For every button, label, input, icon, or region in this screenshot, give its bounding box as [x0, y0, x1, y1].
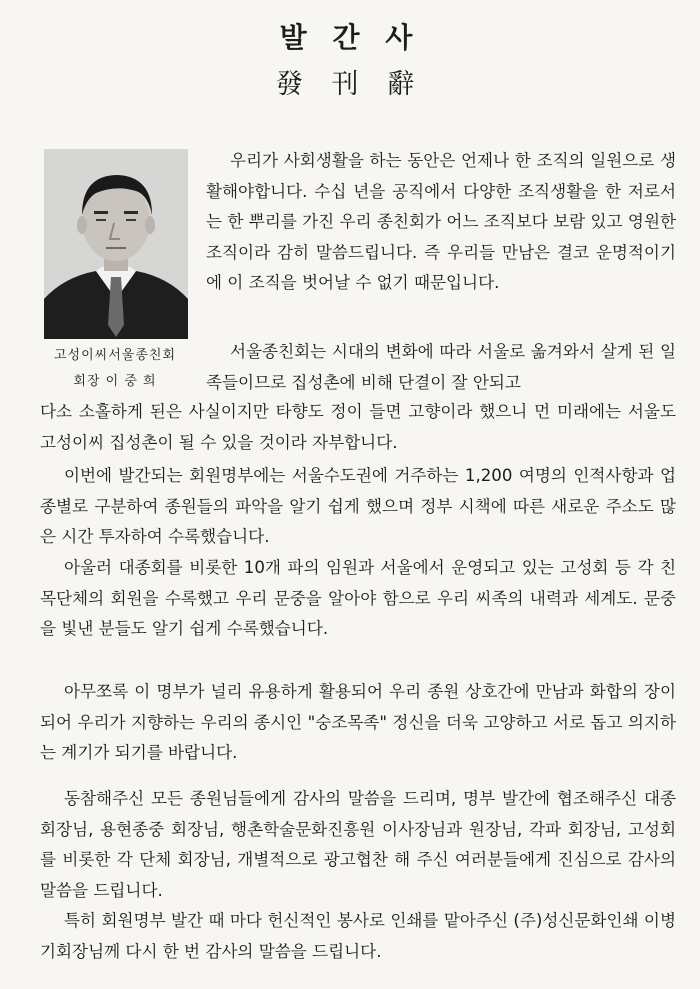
paragraph-4: 아울러 대종회를 비롯한 10개 파의 임원과 서울에서 운영되고 있는 고성회 등 각 친목단체의 회원을 수록했고 우리 문중을 알아야 함으로 우리 씨족의 내력과 세계도. 문중을 빛낸 분들도 알기 쉽게 수록했습니다.: [40, 558, 676, 638]
portrait-illustration: [44, 149, 188, 339]
portrait-caption: [38, 343, 192, 395]
paragraph-1: 우리가 사회생활을 하는 동안은 언제나 한 조직의 일원으로 생활해야합니다. 수십 년을 공직에서 다양한 조직생활을 한 저로서는 한 뿌리를 가진 우리 종친회가 어느 조직보다 보람 있고 영원한 조직이라 감히 말씀드립니다. 즉 우리들 만남은 결코 운명적이기에 이 조직을 벗어날 수 없기 때문입니다.: [206, 151, 676, 292]
paragraph-2-start: 서울종친회는 시대의 변화에 따라 서울로 옮겨와서 살게 된 일족들이므로 집성촌에 비해 단결이 잘 안되고: [206, 342, 676, 392]
paragraph-6: 동참해주신 모든 종원님들에게 감사의 말씀을 드리며, 명부 발간에 협조해주신 대종회장님, 용현종중 회장님, 행촌학술문화진흥원 이사장님과 원장님, 각파 회장님, 고성회를 비롯한 각 단체 회장님, 개별적으로 광고협찬 해 주신 여러분들에게 진심으로 감사의 말씀을 드립니다.: [40, 789, 676, 900]
portrait-photo: [44, 149, 188, 339]
portrait-block: [44, 149, 188, 395]
paragraph-7: 특히 회원명부 발간 때 마다 헌신적인 봉사로 인쇄를 맡아주신 (주)성신문화인쇄 이병기회장님께 다시 한 번 감사의 말씀을 드립니다.: [40, 911, 676, 961]
paragraph-3: 이번에 발간되는 회원명부에는 서울수도권에 거주하는 1,200 여명의 인적사항과 업종별로 구분하여 종원들의 파악을 알기 쉽게 했으며 정부 시책에 따른 새로운 주소도 많은 시간 투자하여 수록했습니다.: [40, 466, 676, 546]
paragraph-2-continued: 다소 소홀하게 된은 사실이지만 타향도 정이 들면 고향이라 했으니 먼 미래에는 서울도 고성이씨 집성촌이 될 수 있을 것이라 자부합니다.: [40, 402, 676, 452]
paragraph-5: 아무쪼록 이 명부가 널리 유용하게 활용되어 우리 종원 상호간에 만남과 화합의 장이되어 우리가 지향하는 우리의 종시인 "숭조목족" 정신을 더욱 고양하고 서로 돕고 의지하는 계기가 되기를 바랍니다.: [40, 682, 676, 762]
caption-organization: 고성이씨서울종친회: [53, 348, 177, 363]
page-subtitle-hanja: 發 刊 辭: [275, 69, 425, 100]
caption-name: 회장 이 중 희: [73, 374, 157, 389]
page-title: 발 간 사: [279, 21, 421, 54]
